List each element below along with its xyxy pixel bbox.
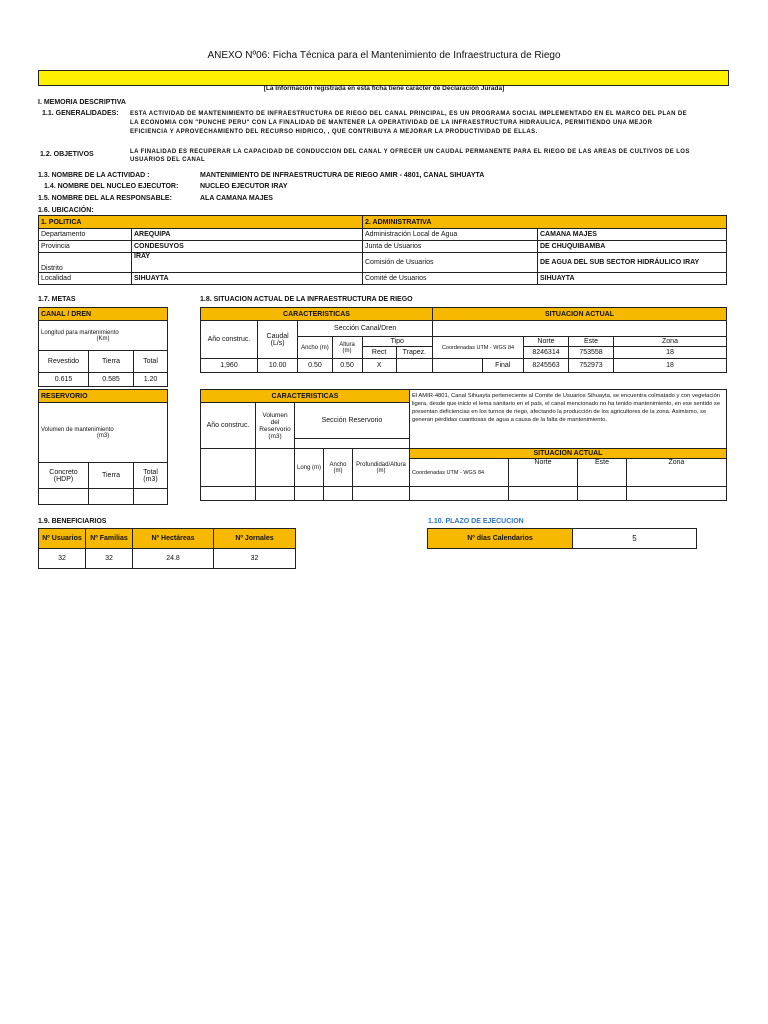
canal-ancho-value: 0.50 bbox=[298, 359, 332, 373]
canal-norte-label: Norte bbox=[524, 337, 569, 347]
generalidades-text: ESTA ACTIVIDAD DE MANTENIMIENTO DE INFRAESTRUCTURA DE RIEGO DEL CANAL PRINCIPAL, ES UN PROGRAMA SOCIAL IMPLEMENTADO EN EL MARCO DEL PLAN DE LA ECONOMIA CON "PUNCHE PERU" CON LA FINALIDAD DE MANTENER LA OPERATIVIDAD DE LA INFRAESTRUCTURA HIDRAULICA, PERMITIENDO UNA MEJOR EFICIENCIA Y APROVECHAMIENTO DEL RECURSO HIDRICO, , QUE CONTRIBUYA A MEJORAR LA PRODUCTIVIDAD DE ELLAS. bbox=[130, 111, 688, 135]
canal-caudal-value: 10.00 bbox=[257, 359, 297, 373]
ala-label: 1.5. NOMBRE DEL ALA RESPONSABLE: bbox=[38, 195, 172, 202]
page-title: ANEXO Nº06: Ficha Técnica para el Mantenimiento de Infraestructura de Riego bbox=[207, 50, 561, 61]
canal-col: Revestido bbox=[39, 351, 89, 373]
ala-value: ALA CAMANA MAJES bbox=[200, 195, 273, 202]
res-ancho-label: Ancho (m) bbox=[324, 449, 353, 487]
reservorio-unit: (m3) bbox=[96, 432, 110, 439]
canal-seccion-label: Sección Canal/Dren bbox=[298, 321, 433, 337]
benef-value: 32 bbox=[39, 549, 86, 569]
ubicacion-table bbox=[38, 215, 727, 285]
canal-final-este: 752973 bbox=[569, 359, 614, 373]
canal-metas-table bbox=[38, 307, 168, 387]
declaration-note: [La Información registrada en esta ficha tiene carácter de Declaración Jurada] bbox=[263, 85, 505, 92]
reservorio-metas-table bbox=[38, 389, 168, 505]
nucleo-label: 1.4. NOMBRE DEL NUCLEO EJECUTOR: bbox=[44, 183, 179, 190]
canal-final-norte: 8245563 bbox=[524, 359, 569, 373]
actividad-label: 1.3. NOMBRE DE LA ACTIVIDAD : bbox=[38, 172, 150, 179]
reservorio-col: Tierra bbox=[89, 463, 134, 489]
res-car-header: CARACTERISTICAS bbox=[201, 390, 410, 403]
canal-header: CANAL / DREN bbox=[39, 308, 168, 321]
section-memoria: I. MEMORIA DESCRIPTIVA bbox=[38, 99, 126, 106]
politica-label: Departamento bbox=[39, 229, 132, 241]
canal-car-header: CARACTERISTICAS bbox=[201, 308, 433, 321]
res-seccion-label: Sección Reservorio bbox=[295, 403, 410, 439]
beneficiarios-label: 1.9. BENEFICIARIOS bbox=[38, 518, 107, 525]
politica-value: IRAY bbox=[132, 253, 363, 273]
politica-label: Provincia bbox=[39, 241, 132, 253]
nucleo-value: NUCLEO EJECUTOR IRAY bbox=[200, 183, 288, 190]
reservorio-situacion-table bbox=[200, 389, 727, 501]
canal-situacion-table bbox=[200, 307, 727, 373]
politica-label: Distrito bbox=[39, 253, 132, 273]
canal-value: 0.585 bbox=[89, 373, 134, 387]
generalidades-label: 1.1. GENERALIDADES: bbox=[42, 110, 119, 117]
admin-value: CAMANA MAJES bbox=[538, 229, 727, 241]
res-prof-label: Profundidad/Altura (m) bbox=[353, 449, 410, 487]
canal-tipo-label: Tipo bbox=[362, 337, 432, 347]
canal-altura-label: Altura (m) bbox=[332, 337, 362, 359]
benef-col: Nº Hectáreas bbox=[133, 529, 214, 549]
canal-final-label: Final bbox=[482, 359, 523, 373]
admin-value: SIHUAYTA bbox=[538, 273, 727, 285]
res-norte-label: Norte bbox=[508, 459, 577, 487]
canal-coord-label: Coordenadas UTM - WGS 84 bbox=[433, 337, 524, 359]
politica-value: AREQUIPA bbox=[132, 229, 363, 241]
canal-inicio-zona: 18 bbox=[614, 347, 727, 359]
admin-label: Comisión de Usuarios bbox=[363, 253, 538, 273]
res-sit-header: SITUACION ACTUAL bbox=[409, 449, 726, 459]
admin-label: Comité de Usuarios bbox=[363, 273, 538, 285]
canal-anio-label: Año construc. bbox=[201, 321, 258, 359]
canal-col: Tierra bbox=[89, 351, 134, 373]
canal-final-zona: 18 bbox=[614, 359, 727, 373]
canal-zona-label: Zona bbox=[614, 337, 727, 347]
plazo-table bbox=[427, 528, 697, 549]
canal-altura-value: 0.50 bbox=[332, 359, 362, 373]
res-volumen-label: Volumen del Reservorio (m3) bbox=[256, 403, 295, 449]
canal-inicio-norte: 8246314 bbox=[524, 347, 569, 359]
plazo-dias-value: 5 bbox=[573, 529, 697, 549]
canal-unit: (Km) bbox=[96, 335, 110, 342]
res-sit-description: El AMIR-4801, Canal Sihuayta perteneciente al Comite de Usuarios Sihuayta, se encuentra colmatado y con vegetación ligera, desde que inicio el lema sanitario en el país, el canal mencionado no ha tenido mantenimiento, en ese sentido se presentan deficiencias en los turnos de riego, afectando la producción de los agricultores de la zona. Asimismo, se generan pérdidas cuantiosas de agua a causa de la falta de mantenimiento. bbox=[409, 390, 726, 449]
admin-label: Administración Local de Agua bbox=[363, 229, 538, 241]
res-long-label: Long (m) bbox=[295, 449, 324, 487]
canal-ancho-label: Ancho (m) bbox=[298, 337, 332, 359]
admin-value: DE CHUQUIBAMBA bbox=[538, 241, 727, 253]
politica-header: 1. POLITICA bbox=[39, 216, 363, 229]
canal-trapez-value bbox=[396, 359, 432, 373]
situacion-label: 1.8. SITUACION ACTUAL DE LA INFRAESTRUCTURA DE RIEGO bbox=[200, 296, 413, 303]
canal-inicio-este: 753558 bbox=[569, 347, 614, 359]
reservorio-header: RESERVORIO bbox=[39, 390, 168, 403]
plazo-dias-label: Nº días Calendarios bbox=[428, 529, 573, 549]
reservorio-col: Concreto (HDP) bbox=[39, 463, 89, 489]
res-zona-label: Zona bbox=[626, 459, 726, 487]
canal-este-label: Este bbox=[569, 337, 614, 347]
yellow-header-bar bbox=[38, 70, 729, 86]
benef-value: 32 bbox=[86, 549, 133, 569]
plazo-label: 1.10. PLAZO DE EJECUCION bbox=[428, 518, 524, 525]
politica-value: SIHUAYTA bbox=[132, 273, 363, 285]
objetivos-label: 1.2. OBJETIVOS bbox=[40, 151, 94, 158]
actividad-value: MANTENIMIENTO DE INFRAESTRUCTURA DE RIEGO AMIR - 4801, CANAL SIHUAYTA bbox=[200, 172, 485, 179]
canal-caudal-label: Caudal (L/s) bbox=[257, 321, 297, 359]
res-este-label: Este bbox=[577, 459, 626, 487]
administrativa-header: 2. ADMINISTRATIVA bbox=[363, 216, 727, 229]
canal-longitud-label: Longitud para mantenimiento bbox=[41, 329, 119, 336]
canal-trapez-label: Trapez. bbox=[396, 347, 432, 359]
canal-rect-value: X bbox=[362, 359, 396, 373]
politica-label: Localidad bbox=[39, 273, 132, 285]
benef-value: 32 bbox=[214, 549, 296, 569]
objetivos-text: LA FINALIDAD ES RECUPERAR LA CAPACIDAD DE CONDUCCION DEL CANAL Y OFRECER UN CAUDAL PERMANENTE PARA EL RIEGO DE LAS AREAS DE CULTIVOS DE LOS USUARIOS DEL CANAL bbox=[130, 149, 690, 163]
canal-value: 0.615 bbox=[39, 373, 89, 387]
benef-col: Nº Familias bbox=[86, 529, 133, 549]
reservorio-col: Total (m3) bbox=[134, 463, 168, 489]
canal-anio-value: 1,960 bbox=[201, 359, 258, 373]
reservorio-volumen-label: Volumen de mantenimiento bbox=[41, 426, 114, 433]
politica-value: CONDESUYOS bbox=[132, 241, 363, 253]
admin-value: DE AGUA DEL SUB SECTOR HIDRÁULICO IRAY bbox=[538, 253, 727, 273]
metas-label: 1.7. METAS bbox=[38, 296, 76, 303]
admin-label: Junta de Usuarios bbox=[363, 241, 538, 253]
beneficiarios-table bbox=[38, 528, 296, 569]
res-coord-label: Coordenadas UTM - WGS 84 bbox=[409, 459, 508, 487]
benef-col: Nº Jornales bbox=[214, 529, 296, 549]
canal-value: 1.20 bbox=[134, 373, 168, 387]
canal-sit-header: SITUACION ACTUAL bbox=[433, 308, 727, 321]
benef-value: 24.8 bbox=[133, 549, 214, 569]
canal-col: Total bbox=[134, 351, 168, 373]
benef-col: Nº Usuarios bbox=[39, 529, 86, 549]
ubicacion-label: 1.6. UBICACIÓN: bbox=[38, 207, 94, 214]
res-anio-label: Año construc. bbox=[201, 403, 256, 449]
canal-rect-label: Rect bbox=[362, 347, 396, 359]
